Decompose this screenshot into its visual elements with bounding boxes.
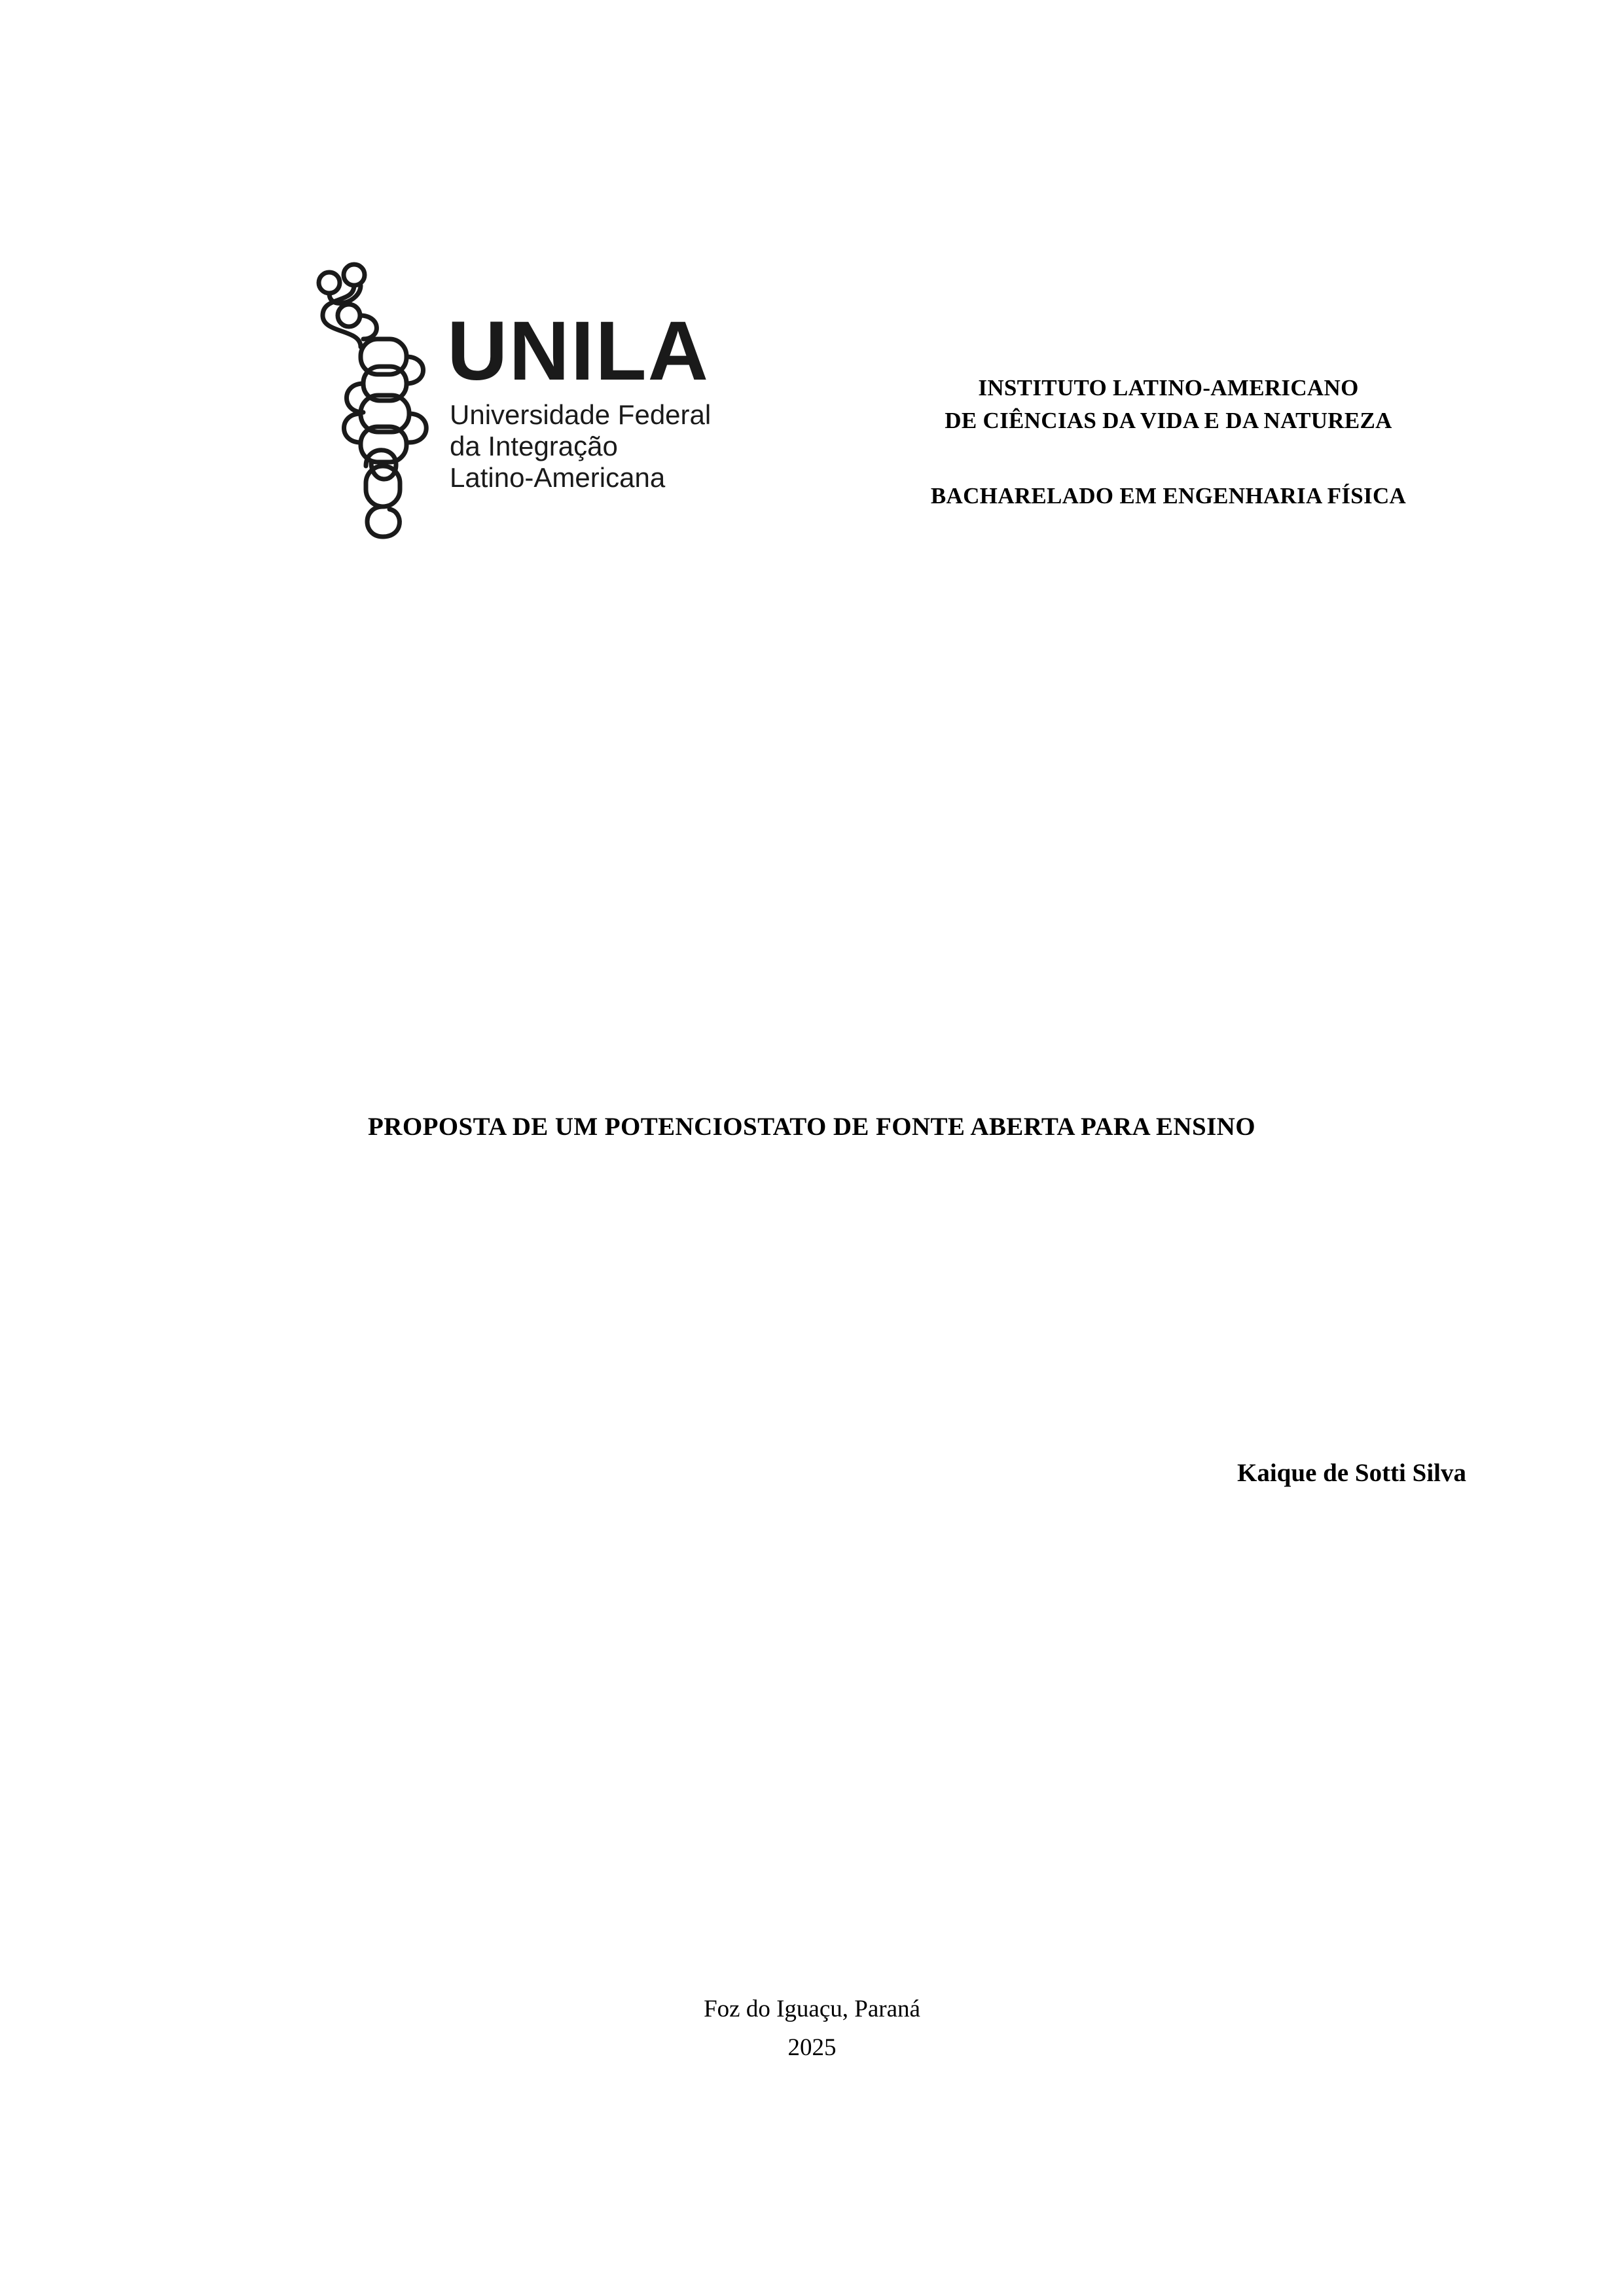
footer-year: 2025 bbox=[787, 2034, 837, 2062]
logo-subtitle-line1: Universidade Federal bbox=[450, 399, 712, 430]
author-name: Kaique de Sotti Silva bbox=[1237, 1459, 1466, 1487]
page-title: PROPOSTA DE UM POTENCIOSTATO DE FONTE ABERTA PARA ENSINO bbox=[368, 1113, 1255, 1141]
unila-logo bbox=[298, 255, 782, 556]
institute-line-2: DE CIÊNCIAS DA VIDA E DA NATUREZA bbox=[945, 407, 1392, 433]
unila-knot-icon bbox=[298, 255, 782, 556]
footer-place: Foz do Iguaçu, Paraná bbox=[704, 1996, 920, 2022]
logo-wordmark: UNILA bbox=[447, 304, 710, 398]
logo-subtitle-line3: Latino-Americana bbox=[450, 462, 666, 493]
course-name: BACHARELADO EM ENGENHARIA FÍSICA bbox=[930, 483, 1407, 509]
page-footer bbox=[0, 1990, 1624, 2067]
logo-subtitle-line2: da Integração bbox=[450, 431, 618, 461]
institute-name bbox=[864, 372, 1473, 437]
page-header bbox=[0, 249, 1624, 556]
institute-line-1: INSTITUTO LATINO-AMERICANO bbox=[978, 375, 1359, 401]
